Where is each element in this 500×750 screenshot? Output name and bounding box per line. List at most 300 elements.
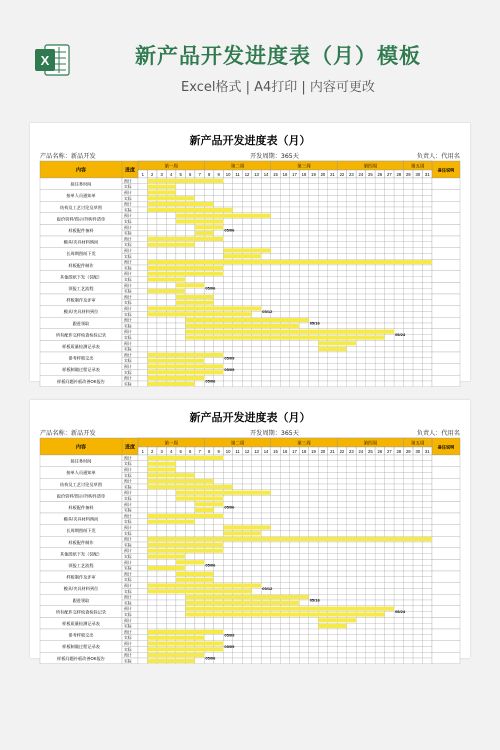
day-cell <box>375 461 384 467</box>
day-cell <box>347 201 356 207</box>
day-cell <box>356 588 365 594</box>
day-cell <box>423 323 432 329</box>
day-cell <box>233 548 242 554</box>
day-cell <box>347 513 356 519</box>
day-cell <box>261 224 270 230</box>
day-number: 6 <box>188 449 192 454</box>
day-cell <box>290 478 299 484</box>
actual-label: 实际 <box>124 624 132 629</box>
task-name: 其他图纸下发（装配） <box>60 274 102 280</box>
day-cell <box>337 513 346 519</box>
day-cell <box>280 306 289 312</box>
day-cell <box>413 554 422 560</box>
day-cell <box>385 513 394 519</box>
day-cell <box>214 554 223 560</box>
day-cell <box>233 277 242 283</box>
day-cell <box>252 565 261 571</box>
plan-bar <box>147 456 223 460</box>
day-cell <box>290 484 299 490</box>
day-cell <box>318 554 327 560</box>
day-cell <box>261 629 270 635</box>
day-cell <box>385 461 394 467</box>
day-cell <box>242 277 251 283</box>
day-cell <box>318 501 327 507</box>
day-cell <box>299 294 308 300</box>
day-cell <box>299 548 308 554</box>
day-cell <box>328 207 337 213</box>
day-cell <box>337 207 346 213</box>
day-cell <box>261 300 270 306</box>
actual-label: 实际 <box>124 566 132 571</box>
day-cell <box>157 335 166 341</box>
day-cell <box>299 571 308 577</box>
day-cell <box>337 658 346 664</box>
day-cell <box>413 282 422 288</box>
day-cell <box>233 375 242 381</box>
day-cell <box>157 230 166 236</box>
day-cell <box>309 641 318 647</box>
day-cell <box>375 554 384 560</box>
actual-label: 实际 <box>124 289 132 294</box>
day-cell <box>290 190 299 196</box>
day-cell <box>280 588 289 594</box>
day-cell <box>242 381 251 387</box>
day-cell <box>366 184 375 190</box>
day-cell <box>423 253 432 259</box>
day-cell <box>280 583 289 589</box>
day-cell <box>366 571 375 577</box>
day-cell <box>280 271 289 277</box>
day-cell <box>404 652 413 658</box>
day-cell <box>280 530 289 536</box>
task-name: 长周期图纸下发 <box>66 251 96 257</box>
plan-bar <box>147 272 223 276</box>
day-cell <box>233 467 242 473</box>
day-cell <box>252 467 261 473</box>
day-cell <box>328 224 337 230</box>
day-cell <box>290 646 299 652</box>
day-cell <box>280 641 289 647</box>
day-cell <box>347 358 356 364</box>
day-cell <box>290 346 299 352</box>
day-cell <box>394 467 403 473</box>
notes-cell <box>432 583 460 595</box>
day-cell <box>138 606 147 612</box>
day-number: 16 <box>282 449 288 454</box>
day-cell <box>366 242 375 248</box>
day-cell <box>413 323 422 329</box>
day-cell <box>394 461 403 467</box>
day-cell <box>318 455 327 461</box>
day-cell <box>328 195 337 201</box>
day-cell <box>385 300 394 306</box>
day-cell <box>242 190 251 196</box>
day-cell <box>423 635 432 641</box>
day-cell <box>157 213 166 219</box>
day-cell <box>318 236 327 242</box>
day-cell <box>394 513 403 519</box>
day-cell <box>385 501 394 507</box>
day-cell <box>271 178 280 184</box>
day-cell <box>375 658 384 664</box>
day-cell <box>280 548 289 554</box>
day-cell <box>423 577 432 583</box>
day-cell <box>423 271 432 277</box>
day-cell <box>347 484 356 490</box>
day-cell <box>242 230 251 236</box>
day-number: 31 <box>424 172 430 177</box>
day-cell <box>280 358 289 364</box>
day-cell <box>214 277 223 283</box>
day-cell <box>385 375 394 381</box>
day-cell <box>413 346 422 352</box>
day-cell <box>347 583 356 589</box>
day-cell <box>347 294 356 300</box>
day-cell <box>318 496 327 502</box>
day-cell <box>138 565 147 571</box>
day-cell <box>423 565 432 571</box>
day-cell <box>214 300 223 306</box>
actual-bar <box>176 578 214 582</box>
day-cell <box>375 519 384 525</box>
day-cell <box>309 490 318 496</box>
actual-label: 实际 <box>124 647 132 652</box>
day-cell <box>337 496 346 502</box>
day-cell <box>290 195 299 201</box>
day-cell <box>204 519 213 525</box>
day-cell <box>252 282 261 288</box>
day-cell <box>404 248 413 254</box>
day-cell <box>138 323 147 329</box>
day-cell <box>423 530 432 536</box>
plan-label: 预计 <box>124 560 132 565</box>
plan-bar <box>195 502 223 506</box>
day-cell <box>385 282 394 288</box>
day-cell <box>366 646 375 652</box>
day-cell <box>347 352 356 358</box>
plan-bar <box>147 549 223 553</box>
day-cell <box>337 641 346 647</box>
day-cell <box>356 455 365 461</box>
day-cell <box>271 369 280 375</box>
day-cell <box>261 265 270 271</box>
day-cell <box>375 242 384 248</box>
day-cell <box>423 542 432 548</box>
day-cell <box>271 577 280 583</box>
day-cell <box>157 340 166 346</box>
day-cell <box>423 484 432 490</box>
day-cell <box>394 346 403 352</box>
day-cell <box>385 236 394 242</box>
day-cell <box>290 311 299 317</box>
day-cell <box>337 381 346 387</box>
day-cell <box>299 381 308 387</box>
day-cell <box>138 629 147 635</box>
day-cell <box>318 306 327 312</box>
day-cell <box>261 184 270 190</box>
day-cell <box>394 375 403 381</box>
day-cell <box>385 311 394 317</box>
day-cell <box>423 352 432 358</box>
day-cell <box>366 207 375 213</box>
day-cell <box>328 565 337 571</box>
day-cell <box>385 641 394 647</box>
day-cell <box>394 265 403 271</box>
day-number: 26 <box>377 172 383 177</box>
day-cell <box>299 242 308 248</box>
day-cell <box>328 311 337 317</box>
day-cell <box>290 381 299 387</box>
day-cell <box>375 484 384 490</box>
actual-label: 实际 <box>124 462 132 467</box>
day-cell <box>195 530 204 536</box>
day-cell <box>394 282 403 288</box>
day-cell <box>138 623 147 629</box>
day-cell <box>337 519 346 525</box>
day-cell <box>366 652 375 658</box>
day-cell <box>366 542 375 548</box>
day-cell <box>309 201 318 207</box>
day-cell <box>385 646 394 652</box>
day-number: 18 <box>301 449 307 454</box>
day-cell <box>356 201 365 207</box>
notes-cell <box>432 352 460 364</box>
day-cell <box>290 623 299 629</box>
day-cell <box>185 461 194 467</box>
day-cell <box>413 635 422 641</box>
plan-bar <box>147 630 223 634</box>
actual-bar <box>147 485 232 489</box>
day-cell <box>385 230 394 236</box>
day-cell <box>290 288 299 294</box>
day-cell <box>385 623 394 629</box>
day-cell <box>309 646 318 652</box>
day-cell <box>138 178 147 184</box>
day-cell <box>185 253 194 259</box>
day-cell <box>233 484 242 490</box>
day-cell <box>413 236 422 242</box>
day-cell <box>195 617 204 623</box>
day-cell <box>195 472 204 478</box>
day-cell <box>337 490 346 496</box>
day-cell <box>375 542 384 548</box>
day-cell <box>394 253 403 259</box>
day-cell <box>309 294 318 300</box>
day-cell <box>195 242 204 248</box>
day-cell <box>366 282 375 288</box>
notes-cell <box>432 455 460 467</box>
day-number: 26 <box>377 449 383 454</box>
day-cell <box>318 213 327 219</box>
day-cell <box>290 641 299 647</box>
day-cell <box>138 594 147 600</box>
day-cell <box>214 230 223 236</box>
day-cell <box>356 300 365 306</box>
day-cell <box>195 658 204 664</box>
day-cell <box>356 559 365 565</box>
day-cell <box>413 548 422 554</box>
plan-bar <box>185 595 308 599</box>
day-cell <box>185 623 194 629</box>
day-cell <box>404 646 413 652</box>
day-cell <box>252 265 261 271</box>
day-cell <box>185 525 194 531</box>
actual-bar <box>176 219 223 223</box>
day-cell <box>404 184 413 190</box>
day-cell <box>176 317 185 323</box>
day-cell <box>328 201 337 207</box>
day-cell <box>261 346 270 352</box>
day-cell <box>413 472 422 478</box>
day-cell <box>318 288 327 294</box>
day-cell <box>404 271 413 277</box>
day-cell <box>309 248 318 254</box>
day-cell <box>176 461 185 467</box>
day-cell <box>252 629 261 635</box>
day-cell <box>366 641 375 647</box>
day-cell <box>347 571 356 577</box>
day-cell <box>138 265 147 271</box>
day-cell <box>299 501 308 507</box>
day-cell <box>166 230 175 236</box>
plan-label: 预计 <box>124 272 132 277</box>
day-cell <box>280 472 289 478</box>
day-cell <box>375 559 384 565</box>
day-cell <box>413 265 422 271</box>
notes-cell <box>432 329 460 341</box>
task-name: 样板配件制作 <box>68 539 94 545</box>
day-cell <box>413 358 422 364</box>
day-cell <box>328 300 337 306</box>
day-cell <box>185 346 194 352</box>
day-cell <box>242 288 251 294</box>
notes-cell <box>432 629 460 641</box>
day-number: 16 <box>282 172 288 177</box>
day-cell <box>290 554 299 560</box>
day-cell <box>214 617 223 623</box>
day-number: 9 <box>217 172 220 177</box>
day-cell <box>366 565 375 571</box>
day-number: 10 <box>225 449 231 454</box>
day-cell <box>394 641 403 647</box>
day-cell <box>280 311 289 317</box>
day-number: 7 <box>198 172 201 177</box>
day-cell <box>214 340 223 346</box>
day-cell <box>157 612 166 618</box>
day-cell <box>299 646 308 652</box>
day-cell <box>366 265 375 271</box>
day-cell <box>138 213 147 219</box>
day-cell <box>252 294 261 300</box>
plan-bar <box>318 341 356 345</box>
day-cell <box>290 242 299 248</box>
day-number: 28 <box>396 449 402 454</box>
day-cell <box>299 472 308 478</box>
day-cell <box>394 623 403 629</box>
plan-label: 预计 <box>124 179 132 184</box>
day-cell <box>366 455 375 461</box>
owner: 负责人：代用名 <box>416 153 460 160</box>
day-cell <box>290 635 299 641</box>
day-cell <box>366 525 375 531</box>
day-cell <box>147 282 156 288</box>
day-cell <box>157 559 166 565</box>
day-cell <box>385 352 394 358</box>
day-cell <box>299 311 308 317</box>
day-cell <box>385 617 394 623</box>
day-cell <box>404 288 413 294</box>
day-cell <box>280 340 289 346</box>
day-cell <box>233 294 242 300</box>
day-cell <box>356 478 365 484</box>
plan-label: 预计 <box>124 307 132 311</box>
plan-label: 预计 <box>124 653 132 658</box>
actual-bar <box>147 208 232 212</box>
day-cell <box>271 467 280 473</box>
day-cell <box>290 253 299 259</box>
day-cell <box>394 213 403 219</box>
day-cell <box>223 652 232 658</box>
day-cell <box>309 219 318 225</box>
day-cell <box>280 230 289 236</box>
day-cell <box>347 658 356 664</box>
day-cell <box>176 467 185 473</box>
day-cell <box>271 294 280 300</box>
plan-label: 预计 <box>124 549 132 554</box>
day-cell <box>252 501 261 507</box>
day-cell <box>318 641 327 647</box>
day-cell <box>423 490 432 496</box>
day-cell <box>214 519 223 525</box>
day-cell <box>413 496 422 502</box>
day-cell <box>347 559 356 565</box>
day-cell <box>290 224 299 230</box>
day-cell <box>280 623 289 629</box>
day-cell <box>271 646 280 652</box>
day-cell <box>328 242 337 248</box>
day-cell <box>385 323 394 329</box>
day-cell <box>347 213 356 219</box>
day-cell <box>290 461 299 467</box>
day-cell <box>157 219 166 225</box>
day-cell <box>176 594 185 600</box>
day-cell <box>147 346 156 352</box>
day-cell <box>214 577 223 583</box>
day-cell <box>261 236 270 242</box>
day-cell <box>318 207 327 213</box>
actual-label: 实际 <box>124 185 132 190</box>
day-cell <box>233 236 242 242</box>
plan-label: 预计 <box>124 468 132 472</box>
day-cell <box>261 501 270 507</box>
day-cell <box>366 554 375 560</box>
day-cell <box>404 507 413 513</box>
day-cell <box>280 294 289 300</box>
day-cell <box>147 606 156 612</box>
day-cell <box>375 588 384 594</box>
day-cell <box>404 635 413 641</box>
plan-bar <box>147 467 175 471</box>
day-cell <box>423 184 432 190</box>
day-cell <box>138 375 147 381</box>
day-cell <box>366 346 375 352</box>
plan-label: 预计 <box>124 584 132 588</box>
day-cell <box>138 617 147 623</box>
day-cell <box>309 467 318 473</box>
actual-bar <box>176 496 223 500</box>
day-cell <box>366 629 375 635</box>
day-cell <box>423 507 432 513</box>
